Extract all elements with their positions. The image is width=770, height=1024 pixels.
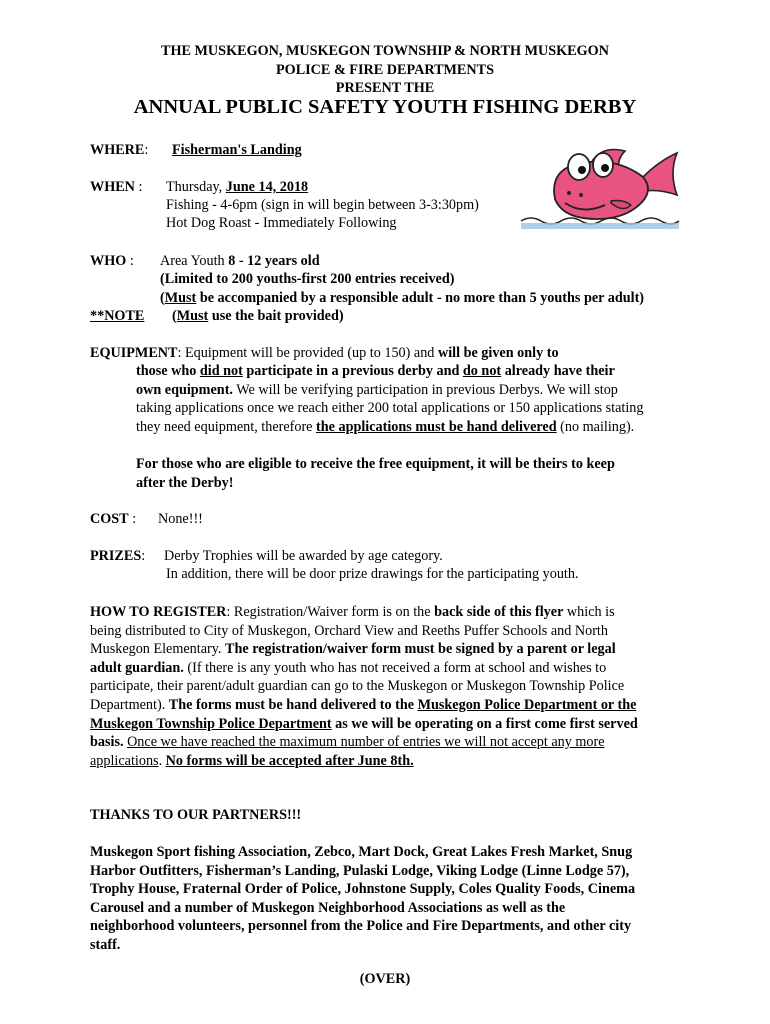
- equipment-body: those who did not participate in a previous derby and do not already have their own equipment. We will be verifying participation in previous Derbys. We will stop taking applications once we reach either 200 total applications or 150 applications stating they need equipment, therefore the applications must be hand delivered (no mailing).: [136, 363, 644, 435]
- cartoon-fish-icon: [519, 143, 681, 231]
- over-label: (OVER): [359, 971, 411, 987]
- when-roast: Hot Dog Roast - Immediately Following: [166, 215, 397, 231]
- equipment-line-1: EQUIPMENT: Equipment will be provided (up to 150) and will be given only to: [90, 345, 559, 361]
- when-date: June 14, 2018: [225, 179, 309, 195]
- note-bait: (Must use the bait provided): [172, 308, 344, 324]
- where-row: WHERE: Fisherman's Landing: [90, 142, 302, 158]
- where-label: WHERE: [90, 142, 145, 158]
- note-row: [90, 307, 344, 326]
- when-row: WHEN : Thursday, June 14, 2018: [90, 179, 309, 195]
- who-row: WHO : Area Youth 8 - 12 years old: [90, 253, 320, 269]
- who-must-accompany: (Must be accompanied by a responsible adult - no more than 5 youths per adult): [160, 290, 645, 306]
- cost-value: None!!!: [158, 511, 203, 527]
- partners-list: Muskegon Sport fishing Association, Zebco, Mart Dock, Great Lakes Fresh Market, Snug Harbor Outfitters, Fisherman’s Landing, Pulaski Lodge, Viking Lodge (Linne Lodge 57), Trophy House, Fraternal Order of Police, Johnstone Supply, Coles Quality Foods, Cinema Carousel and a number of Muskegon Neighborhood Associations as well as the neighborhood volunteers, personnel from the Police and Fire Departments, and other city staff.: [90, 844, 636, 953]
- page-title: ANNUAL PUBLIC SAFETY YOUTH FISHING DERBY: [133, 96, 637, 118]
- equipment-label: EQUIPMENT: [90, 345, 178, 361]
- who-limited: (Limited to 200 youths-first 200 entries received): [160, 271, 455, 287]
- when-label: WHEN: [90, 179, 135, 195]
- header-line-1: THE MUSKEGON, MUSKEGON TOWNSHIP & NORTH MUSKEGON: [161, 43, 609, 59]
- header-line-2: POLICE & FIRE DEPARTMENTS: [276, 62, 494, 78]
- equipment-free-note: For those who are eligible to receive the free equipment, it will be theirs to keep after the Derby!: [136, 456, 615, 491]
- who-label: WHO: [90, 253, 127, 269]
- who-youth-line: Area Youth 8 - 12 years old: [160, 253, 320, 269]
- register-label: HOW TO REGISTER: [90, 604, 227, 620]
- register-section: HOW TO REGISTER: Registration/Waiver form is on the back side of this flyer which is being distributed to City of Muskegon, Orchard View and Reeths Puffer Schools and North Muskegon Elementary. The registration/waiver form must be signed by a parent or legal adult guardian. (If there is any youth who has not received a form at school and wishes to participate, their parent/adult guardian can go to the Muskegon or Muskegon Township Police Department). The forms must be hand delivered to the Muskegon Police Department or the Muskegon Township Police Department as we will be operating on a first come first served basis. Once we have reached the maximum number of entries we will not accept any more applications. No forms will be accepted after June 8th.: [90, 604, 638, 769]
- cost-label: COST: [90, 511, 129, 527]
- who-ages: 8 - 12 years old: [228, 253, 320, 269]
- note-label: **NOTE: [90, 308, 145, 324]
- where-value: Fisherman's Landing: [172, 142, 302, 158]
- prizes-label: PRIZES: [90, 548, 142, 564]
- prizes-line-2: In addition, there will be door prize drawings for the participating youth.: [166, 566, 579, 582]
- prizes-row: PRIZES: Derby Trophies will be awarded by age category.: [90, 548, 443, 564]
- when-date-line: Thursday, June 14, 2018: [166, 179, 309, 195]
- thanks-heading: THANKS TO OUR PARTNERS!!!: [90, 807, 302, 823]
- when-fishing: Fishing - 4-6pm (sign in will begin between 3-3:30pm): [166, 197, 479, 213]
- cost-row: COST : None!!!: [90, 511, 203, 527]
- prizes-line-1: Derby Trophies will be awarded by age category.: [164, 548, 443, 564]
- header-line-3: PRESENT THE: [335, 80, 435, 96]
